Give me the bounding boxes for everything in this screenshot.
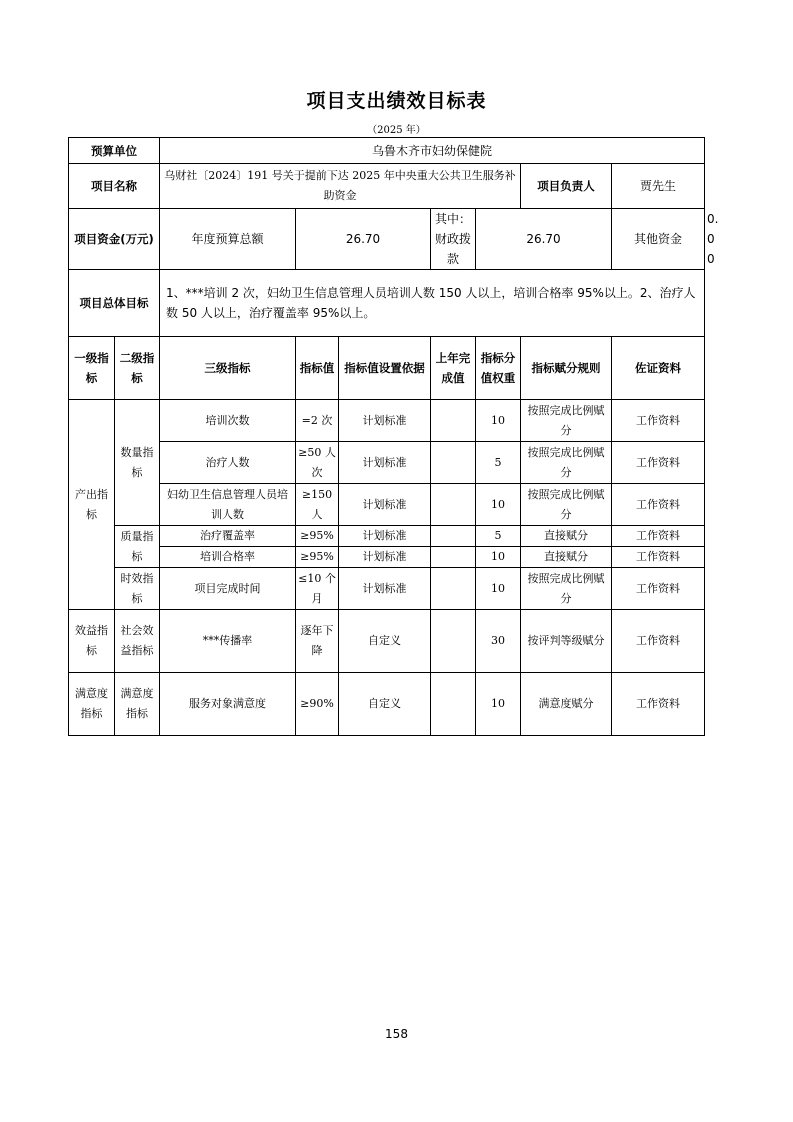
row-value: 逐年下降 [296,610,339,673]
row-level3: 治疗覆盖率 [160,526,296,547]
row-rule: 按照完成比例赋分 [521,568,612,610]
row-basis: 计划标准 [339,484,431,526]
row-weight: 30 [476,610,521,673]
group-quality: 质量指标 [115,526,160,568]
row-last-year [431,547,476,568]
col-level3: 三级指标 [160,337,296,400]
row-last-year [431,568,476,610]
fiscal-value: 26.70 [476,209,612,270]
col-value: 指标值 [296,337,339,400]
row-basis: 计划标准 [339,568,431,610]
row-evidence: 工作资料 [612,400,705,442]
row-last-year [431,526,476,547]
row-level3: 治疗人数 [160,442,296,484]
group-satisfaction-sub: 满意度指标 [115,673,160,736]
group-social-benefit: 社会效益指标 [115,610,160,673]
row-evidence: 工作资料 [612,526,705,547]
project-name-value: 乌财社〔2024〕191 号关于提前下达 2025 年中央重大公共卫生服务补助资金 [160,164,521,209]
row-rule: 按评判等级赋分 [521,610,612,673]
performance-table: 预算单位 乌鲁木齐市妇幼保健院 项目名称 乌财社〔2024〕191 号关于提前下达 2025 年中央重大公共卫生服务补助资金 项目负责人 贾先生 项目资金(万元) 年度预算总额 26.70 其中：财政拨款 26.70 其他资金 0.00 项目总体目标 1、***培训 2 次，妇幼卫生信息管理人员培训人数 150 人以上，培训合格率 95%以上。2、治疗人数 50 人以上，治疗覆盖率 95%以上。 一级指标 二级指标 三级指标 指标值 指标值设置依据 上年完成值 指标分值权重 指标赋分规则 佐证资料 产出指标 数量指标 培训次数 =2 次 计划标准 10 按照完成比例赋分 工作资料 治疗人数 ≥50 人次 计划标准 5 按照完成比例赋分 工作资料 妇幼卫生信息管理人员培训人数 ≥150 人 计划标准 10 按照完成比例赋分 工作资料 质量指标 治疗覆盖率 ≥95% 计划标准 5 直接赋分 工作资料 培训合格率 ≥95% 计划标准 10 直接赋分 工作资料 时效指标 项目完成时间 ≤10 个月 计划标准 10 按照完成比例赋分 工作资料 效益指标 社会效益指标 ***传播率 逐年下降 自定义 30 按评判等级赋分 工作资料 满意度指标 满意度指标 服务对象满意度 ≥90% 自定义 10 满意度赋分 工作资料 [68,137,705,736]
row-evidence: 工作资料 [612,568,705,610]
row-rule: 直接赋分 [521,547,612,568]
row-last-year [431,610,476,673]
row-level3: 服务对象满意度 [160,673,296,736]
row-basis: 计划标准 [339,547,431,568]
row-weight: 10 [476,568,521,610]
row-last-year [431,484,476,526]
owner-label: 项目负责人 [521,164,612,209]
row-last-year [431,400,476,442]
row-weight: 10 [476,547,521,568]
other-funds-label: 其他资金 [612,209,705,270]
row-level3: ***传播率 [160,610,296,673]
row-last-year [431,673,476,736]
row-weight: 10 [476,673,521,736]
row-level3: 培训次数 [160,400,296,442]
annual-budget-value: 26.70 [296,209,431,270]
row-rule: 按照完成比例赋分 [521,442,612,484]
row-level3: 项目完成时间 [160,568,296,610]
overall-goal-value: 1、***培训 2 次，妇幼卫生信息管理人员培训人数 150 人以上，培训合格率 95%以上。2、治疗人数 50 人以上，治疗覆盖率 95%以上。 [160,270,705,337]
row-value: ≥95% [296,547,339,568]
row-level3: 培训合格率 [160,547,296,568]
document-year: （2025 年） [367,125,426,136]
budget-unit-value: 乌鲁木齐市妇幼保健院 [160,138,705,164]
group-satisfaction: 满意度指标 [69,673,115,736]
row-weight: 5 [476,526,521,547]
row-weight: 10 [476,400,521,442]
row-basis: 自定义 [339,610,431,673]
row-evidence: 工作资料 [612,673,705,736]
row-evidence: 工作资料 [612,547,705,568]
document-title: 项目支出绩效目标表 [306,90,487,112]
funds-label: 项目资金(万元) [69,209,160,270]
col-weight: 指标分值权重 [476,337,521,400]
row-value: ≥95% [296,526,339,547]
owner-value: 贾先生 [612,164,705,209]
col-level2: 二级指标 [115,337,160,400]
col-rule: 指标赋分规则 [521,337,612,400]
group-quantity: 数量指标 [115,400,160,526]
project-name-label: 项目名称 [69,164,160,209]
row-basis: 计划标准 [339,400,431,442]
group-timeliness: 时效指标 [115,568,160,610]
fiscal-label: 其中：财政拨款 [431,209,476,270]
page-number: 158 [385,1027,408,1041]
overall-goal-label: 项目总体目标 [69,270,160,337]
row-level3: 妇幼卫生信息管理人员培训人数 [160,484,296,526]
annual-budget-label: 年度预算总额 [160,209,296,270]
row-rule: 直接赋分 [521,526,612,547]
group-output: 产出指标 [69,400,115,610]
row-rule: 按照完成比例赋分 [521,484,612,526]
row-basis: 自定义 [339,673,431,736]
row-value: ≥90% [296,673,339,736]
row-weight: 5 [476,442,521,484]
row-basis: 计划标准 [339,526,431,547]
row-value: ≥50 人次 [296,442,339,484]
row-basis: 计划标准 [339,442,431,484]
row-value: ≥150 人 [296,484,339,526]
col-last-year: 上年完成值 [431,337,476,400]
row-weight: 10 [476,484,521,526]
row-value: =2 次 [296,400,339,442]
row-evidence: 工作资料 [612,442,705,484]
group-benefit: 效益指标 [69,610,115,673]
row-evidence: 工作资料 [612,610,705,673]
row-rule: 按照完成比例赋分 [521,400,612,442]
row-value: ≤10 个月 [296,568,339,610]
col-level1: 一级指标 [69,337,115,400]
row-evidence: 工作资料 [612,484,705,526]
col-evidence: 佐证资料 [612,337,705,400]
row-last-year [431,442,476,484]
col-basis: 指标值设置依据 [339,337,431,400]
row-rule: 满意度赋分 [521,673,612,736]
budget-unit-label: 预算单位 [69,138,160,164]
